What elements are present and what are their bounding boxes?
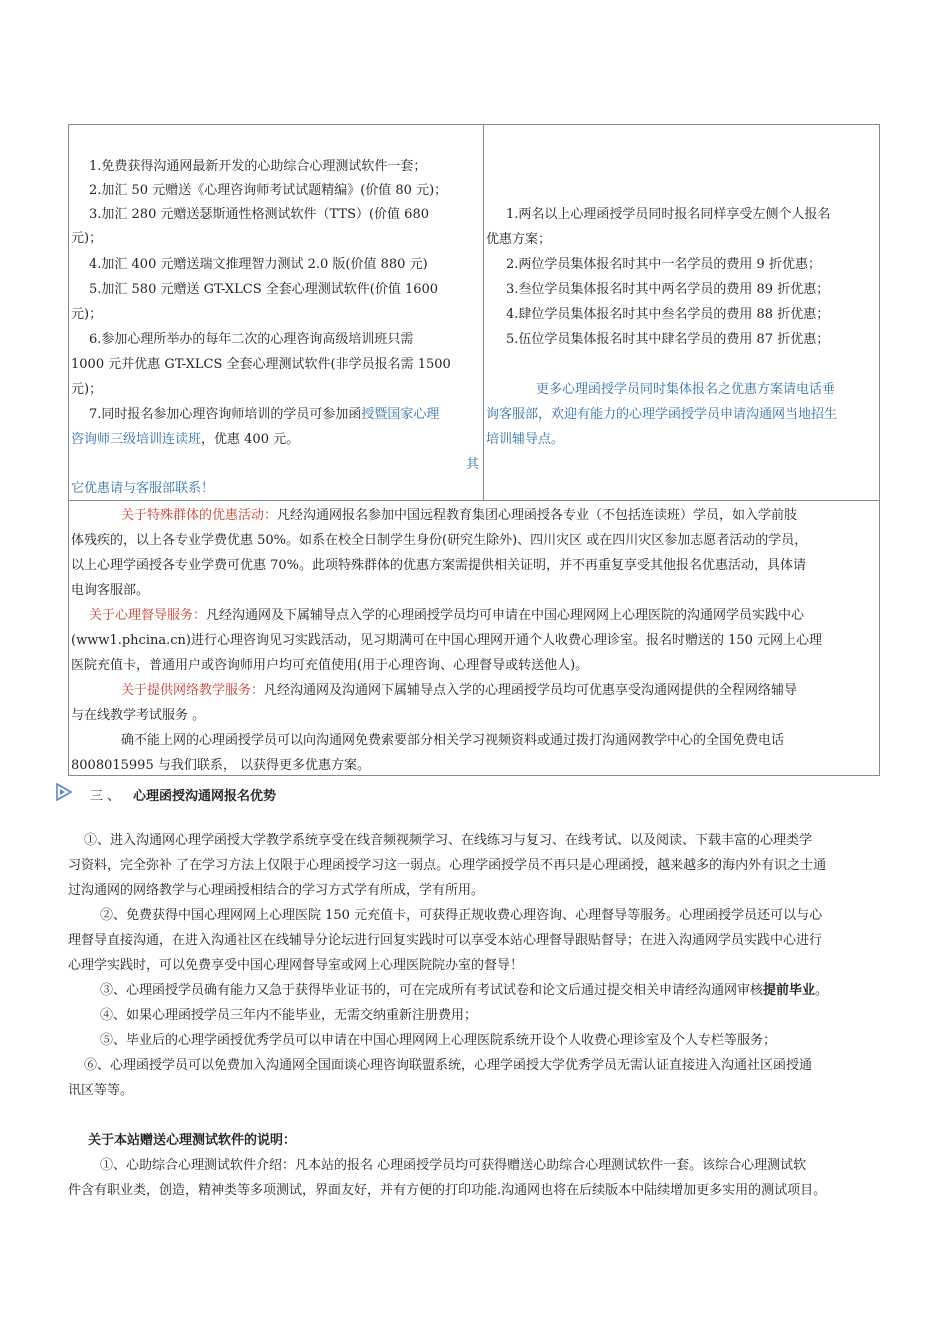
supervision-label: 关于心理督导服务：: [89, 608, 207, 623]
left-item-4: 4.加汇 400 元赠送瑞文推理智力测试 2.0 版(价值 880 元): [89, 257, 428, 272]
network-text-1: 凡经沟通网及沟通网下属辅导点入学的心理函授学员均可优惠享受沟通网提供的全程网络辅导: [264, 683, 798, 698]
special-group-line-4: 电询客服部。: [71, 583, 150, 598]
left-item-5: 5.加汇 580 元赠送 GT-XLCS 全套心理测试软件(价值 1600: [89, 282, 439, 297]
supervision-line-1: [89, 606, 804, 626]
advantage-6-line-1: ⑥、心理函授学员可以免费加入沟通网全国面谈心理咨询联盟系统，心理学函授大学优秀学员无需认证直接进入沟通社区函授通: [84, 1058, 813, 1073]
network-line-2: 与在线教学考试服务 。: [71, 708, 206, 723]
left-item-6: 6.参加心理所举办的每年二次的心理咨询高级培训班只需: [89, 332, 414, 347]
other-discount-2: 它优惠请与客服部联系！: [71, 481, 215, 496]
left-item-6-cont: 1000 元并优惠 GT-XLCS 全套心理测试软件(非学员报名需 1500: [71, 357, 451, 372]
left-item-7-link-cont[interactable]: 咨询师三级培训连读班: [71, 432, 202, 447]
table-divider: [69, 500, 879, 501]
right-item-5: 5.伍位学员集体报名时其中肆名学员的费用 87 折优惠；: [506, 332, 830, 347]
advantage-1-line-1: ①、进入沟通网心理学函授大学教学系统享受在线音频视频学习、在线练习与复习、在线考试、以及阅读、下载丰富的心理类学: [84, 833, 813, 848]
group-discount-column: [484, 125, 879, 500]
advantage-3-end: 。: [815, 983, 829, 998]
discount-table: [68, 124, 880, 776]
special-group-line-1: [121, 506, 797, 526]
right-item-3: 3.叁位学员集体报名时其中两名学员的费用 89 折优惠；: [506, 282, 830, 297]
section-3-title: 心理函授沟通网报名优势: [133, 789, 277, 804]
supervision-text-1: 凡经沟通网及下属辅导点入学的心理函授学员均可申请在中国心理网网上心理医院的沟通网学员实践中心: [206, 608, 805, 623]
advantage-2-line-1: ②、免费获得中国心理网网上心理医院 150 元充值卡，可获得正规收费心理咨询、心理督导等服务。心理函授学员还可以与心: [100, 908, 823, 923]
personal-discount-column: [69, 125, 484, 500]
advantage-2-line-3: 心理学实践时，可以免费享受中国心理网督导室或网上心理医院院办室的督导！: [68, 958, 524, 973]
special-group-line-2: 体残疾的，以上各专业学费优惠 50%。如系在校全日制学生身份(研究生除外)、四川灾区 或在四川灾区参加志愿者活动的学员，: [71, 533, 808, 548]
supervision-line-2: (www1.phcina.cn)进行心理咨询见习实践活动，见习期满可在中国心理网开通个人收费心理诊室。报名时赠送的 150 元网上心理: [71, 633, 823, 648]
special-group-label: 关于特殊群体的优惠活动：: [121, 508, 278, 523]
advantage-2-line-2: 理督导直接沟通，在进入沟通社区在线辅导分论坛进行回复实践时可以享受本站心理督导跟贴督导；在进入沟通网学员实践中心进行: [68, 933, 823, 948]
left-item-7-text: 7.同时报名参加心理咨询师培训的学员可参加函: [89, 407, 362, 422]
more-group-2: 询客服部，欢迎有能力的心理学函授学员申请沟通网当地招生: [486, 407, 838, 422]
software-heading: 关于本站赠送心理测试软件的说明：: [88, 1133, 297, 1148]
right-item-2: 2.两位学员集体报名时其中一名学员的费用 9 折优惠；: [506, 257, 821, 272]
more-group-3: 培训辅导点。: [486, 432, 565, 447]
phone-line-1: 确不能上网的心理函授学员可以向沟通网免费索要部分相关学习视频资料或通过拨打沟通网教学中心的全国免费电话: [121, 733, 785, 748]
advantage-1-line-2: 习资料，完全弥补 了在学习方法上仅限于心理函授学习这一弱点。心理学函授学员不再只是心理函授，越来越多的海内外有识之士通: [68, 858, 827, 873]
left-item-7-link[interactable]: 授暨国家心理: [361, 407, 440, 422]
network-line-1: [121, 681, 797, 701]
left-item-7: [89, 405, 439, 425]
advantage-3: [100, 981, 828, 1001]
section-3-number: 三 、: [90, 789, 121, 804]
left-item-6-cont2: 元)；: [71, 382, 103, 397]
software-line-1: ①、心助综合心理测试软件介绍：凡本站的报名 心理函授学员均可获得赠送心助综合心理测试软件一套。该综合心理测试软: [100, 1158, 807, 1173]
advantage-4: ④、如果心理函授学员三年内不能毕业，无需交纳重新注册费用；: [100, 1008, 478, 1023]
more-group-1: 更多心理函授学员同时集体报名之优惠方案请电话垂: [536, 382, 836, 397]
software-line-2: 件含有职业类，创造，精神类等多项测试，界面友好，并有方便的打印功能.沟通网也将在后续版本中陆续增加更多实用的测试项目。: [68, 1183, 827, 1198]
left-item-3: 3.加汇 280 元赠送瑟斯通性格测试软件（TTS）(价值 680: [89, 207, 429, 222]
left-item-2: 2.加汇 50 元赠送《心理咨询师考试试题精编》(价值 80 元)；: [89, 183, 448, 198]
left-item-3-cont: 元)；: [71, 231, 103, 246]
left-item-1: 1.免费获得沟通网最新开发的心助综合心理测试软件一套；: [89, 159, 427, 174]
right-item-4: 4.肆位学员集体报名时其中叁名学员的费用 88 折优惠；: [506, 307, 830, 322]
other-discount-1: 其: [465, 457, 479, 472]
right-item-1-cont: 优惠方案；: [486, 232, 552, 247]
network-label: 关于提供网络教学服务：: [121, 683, 265, 698]
special-group-line-3: 以上心理学函授各专业学费可优惠 70%。此项特殊群体的优惠方案需提供相关证明，并不再重复享受其他报名优惠活动，具体请: [71, 558, 807, 573]
supervision-line-3: 医院充值卡，普通用户或咨询师用户均可充值使用(用于心理咨询、心理督导或转送他人)。: [71, 658, 589, 673]
right-item-1: 1.两名以上心理函授学员同时报名同样享受左侧个人报名: [506, 207, 831, 222]
left-item-7-cont: [71, 430, 299, 450]
advantage-6-line-2: 讯区等等。: [68, 1083, 134, 1098]
advantage-3-text: ③、心理函授学员确有能力又急于获得毕业证书的，可在完成所有考试试卷和论文后通过提交相关申请经沟通网审核: [100, 983, 764, 998]
left-item-5-cont: 元)；: [71, 307, 103, 322]
play-arrow-icon: [55, 783, 73, 801]
left-item-7-text-cont: ，优惠 400 元。: [201, 432, 300, 447]
advantage-3-bold: 提前毕业: [763, 983, 816, 998]
advantage-5: ⑤、毕业后的心理学函授优秀学员可以申请在中国心理网网上心理医院系统开设个人收费心理诊室及个人专栏等服务；: [100, 1033, 777, 1048]
phone-line-2: 8008015995 与我们联系， 以获得更多优惠方案。: [71, 758, 370, 773]
advantage-1-line-3: 过沟通网的网络教学与心理函授相结合的学习方式学有所成，学有所用。: [68, 883, 485, 898]
special-group-text-1: 凡经沟通网报名参加中国远程教育集团心理函授各专业（不包括连读班）学员，如入学前肢: [277, 508, 798, 523]
